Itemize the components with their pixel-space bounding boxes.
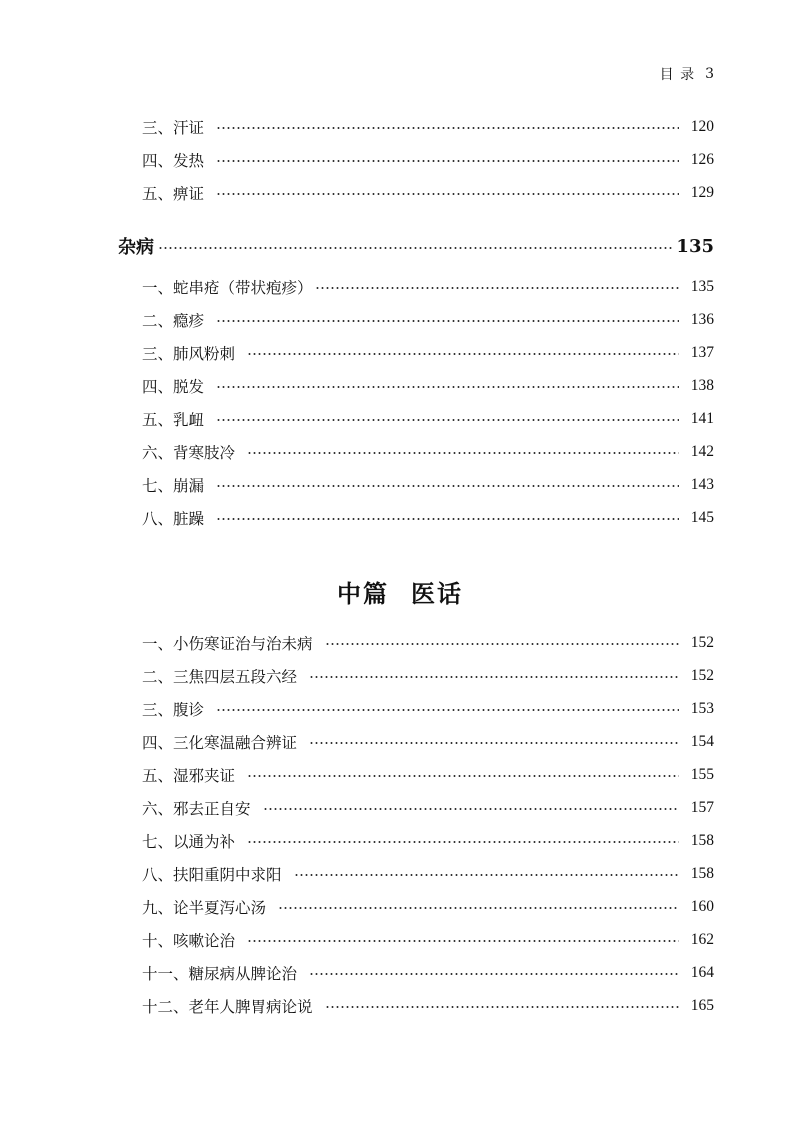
- toc-entry-title: 八、脏躁: [142, 510, 205, 528]
- dot-leader: [216, 709, 679, 711]
- dot-leader: [216, 419, 679, 421]
- toc-entry-title: 五、乳衄: [142, 411, 205, 429]
- toc-entry-page: 136: [690, 311, 714, 328]
- toc-entry[interactable]: [142, 928, 714, 952]
- dot-leader: [247, 452, 679, 454]
- toc-entry-page: 129: [690, 184, 714, 201]
- dot-leader: [325, 1006, 679, 1008]
- toc-entry[interactable]: [142, 796, 714, 820]
- toc-entry[interactable]: [142, 440, 714, 464]
- toc-entry[interactable]: [142, 308, 714, 332]
- toc-entry-title: 十二、老年人脾胃病论说: [142, 998, 313, 1016]
- toc-entry-page: 164: [690, 964, 714, 981]
- toc-entry-page: 162: [690, 931, 714, 948]
- toc-entry[interactable]: [142, 697, 714, 721]
- toc-entry-title: 九、论半夏泻心汤: [142, 899, 267, 917]
- dot-leader: [263, 808, 679, 810]
- toc-entry[interactable]: [142, 374, 714, 398]
- toc-entry-page: 126: [690, 151, 714, 168]
- toc-entry-title: 四、三化寒温融合辨证: [142, 734, 298, 752]
- toc-entry[interactable]: [142, 730, 714, 754]
- toc-entry-page: 135: [690, 278, 714, 295]
- dot-leader: [247, 940, 679, 942]
- toc-entry-title: 七、崩漏: [142, 477, 205, 495]
- toc-entry-title: 二、瘾疹: [142, 312, 205, 330]
- toc-entry[interactable]: [142, 631, 714, 655]
- toc-entry-page: 138: [690, 377, 714, 394]
- toc-entry[interactable]: [142, 148, 714, 172]
- toc-entry[interactable]: [142, 763, 714, 787]
- toc-entry-title: 五、湿邪夹证: [142, 767, 236, 785]
- toc-entry-title: 六、背寒肢冷: [142, 444, 236, 462]
- toc-entry[interactable]: [142, 181, 714, 205]
- dot-leader: [216, 193, 679, 195]
- toc-entry-page: 152: [690, 634, 714, 651]
- toc-entry-page: 155: [690, 766, 714, 783]
- section-page: 135: [676, 235, 714, 257]
- toc-entry-page: 152: [690, 667, 714, 684]
- dot-leader: [278, 907, 679, 909]
- toc-entry-title: 三、腹诊: [142, 701, 205, 719]
- toc-entry[interactable]: [142, 829, 714, 853]
- toc-entry-title: 八、扶阳重阴中求阳: [142, 866, 282, 884]
- toc-entry-page: 153: [690, 700, 714, 717]
- dot-leader: [325, 643, 679, 645]
- toc-entry-title: 四、脱发: [142, 378, 205, 396]
- dot-leader: [216, 485, 679, 487]
- dot-leader: [216, 386, 679, 388]
- toc-entry-page: 154: [690, 733, 714, 750]
- toc-entry-page: 141: [690, 410, 714, 427]
- dot-leader: [247, 841, 679, 843]
- toc-entry[interactable]: [142, 862, 714, 886]
- toc-entry-page: 158: [690, 865, 714, 882]
- toc-entry-title: 十一、糖尿病从脾论治: [142, 965, 298, 983]
- part-title: [0, 574, 800, 609]
- toc-entry-page: 158: [690, 832, 714, 849]
- dot-leader: [158, 247, 672, 249]
- toc-entry-title: 一、蛇串疮（带状疱疹）: [142, 279, 313, 297]
- header-page-number: 3: [705, 66, 715, 82]
- toc-entry[interactable]: [142, 341, 714, 365]
- dot-leader: [247, 775, 679, 777]
- toc-entry[interactable]: [142, 275, 714, 299]
- toc-entry[interactable]: [142, 407, 714, 431]
- toc-entry[interactable]: [142, 115, 714, 139]
- dot-leader: [309, 742, 679, 744]
- toc-section-heading[interactable]: [118, 232, 714, 260]
- header-label: 目 录: [659, 67, 696, 83]
- toc-entry-title: 二、三焦四层五段六经: [142, 668, 298, 686]
- toc-entry-page: 157: [690, 799, 714, 816]
- toc-entry[interactable]: [142, 961, 714, 985]
- running-header: [660, 64, 715, 84]
- part-subtitle: 医话: [411, 579, 463, 608]
- toc-entry-page: 120: [690, 118, 714, 135]
- dot-leader: [315, 287, 679, 289]
- dot-leader: [216, 127, 679, 129]
- toc-entry-page: 160: [690, 898, 714, 915]
- dot-leader: [309, 973, 679, 975]
- toc-entry-page: 145: [690, 509, 714, 526]
- toc-entry-title: 四、发热: [142, 152, 205, 170]
- toc-entry-page: 142: [690, 443, 714, 460]
- dot-leader: [309, 676, 679, 678]
- toc-entry-title: 十、咳嗽论治: [142, 932, 236, 950]
- section-title: 杂病: [118, 237, 154, 258]
- dot-leader: [216, 160, 679, 162]
- toc-entry-title: 三、肺风粉刺: [142, 345, 236, 363]
- toc-entry-page: 165: [690, 997, 714, 1014]
- toc-entry-page: 137: [690, 344, 714, 361]
- toc-entry-title: 一、小伤寒证治与治未病: [142, 635, 313, 653]
- toc-entry[interactable]: [142, 994, 714, 1018]
- toc-entry[interactable]: [142, 895, 714, 919]
- dot-leader: [294, 874, 679, 876]
- toc-entry-title: 六、邪去正自安: [142, 800, 251, 818]
- toc-entry-page: 143: [690, 476, 714, 493]
- dot-leader: [247, 353, 679, 355]
- dot-leader: [216, 518, 679, 520]
- toc-entry-title: 七、以通为补: [142, 833, 236, 851]
- toc-entry-title: 五、痹证: [142, 185, 205, 203]
- dot-leader: [216, 320, 679, 322]
- toc-entry[interactable]: [142, 664, 714, 688]
- toc-entry[interactable]: [142, 473, 714, 497]
- toc-entry[interactable]: [142, 506, 714, 530]
- toc-entry-title: 三、汗证: [142, 119, 205, 137]
- part-name: 中篇: [337, 579, 389, 608]
